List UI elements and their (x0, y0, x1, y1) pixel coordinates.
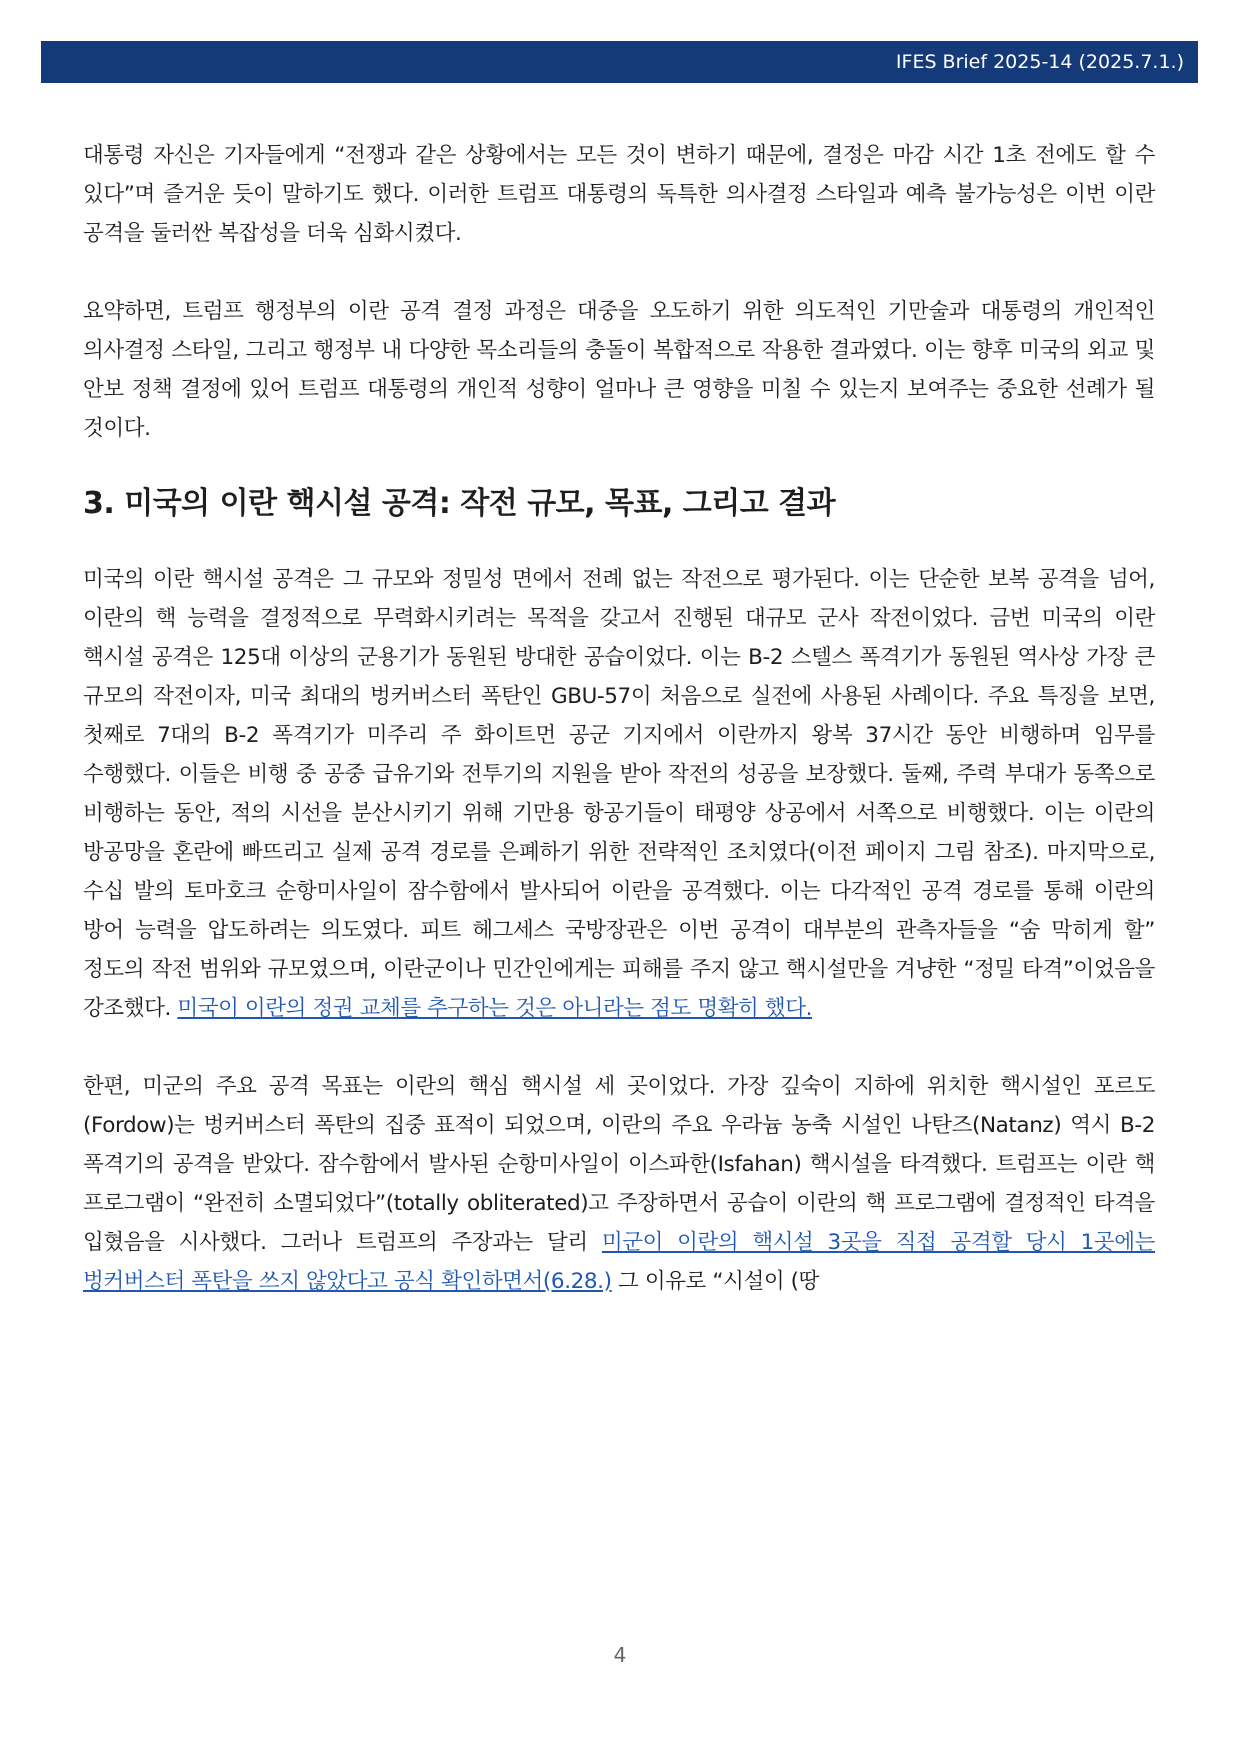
paragraph-4-tail: 그 이유로 “시설이 (땅 (611, 1269, 820, 1294)
document-body (83, 136, 1155, 1301)
paragraph-4 (83, 1067, 1155, 1301)
header-bar (41, 41, 1198, 83)
paragraph-3 (83, 560, 1155, 1028)
header-title: IFES Brief 2025-14 (2025.7.1.) (895, 51, 1184, 73)
bunker-buster-link[interactable]: 미군이 이란의 핵시설 3곳을 직접 공격할 당시 1곳에는 벙커버스터 폭탄을 쓰지 않았다고 공식 확인하면서(6.28.) (83, 1230, 1155, 1294)
paragraph-3-text: 미국의 이란 핵시설 공격은 그 규모와 정밀성 면에서 전례 없는 작전으로 평가된다. 이는 단순한 보복 공격을 넘어, 이란의 핵 능력을 결정적으로 무력화시키려는 목적을 갖고서 진행된 대규모 군사 작전이었다. 금번 미국의 이란 핵시설 공격은 125대 이상의 군용기가 동원된 방대한 공습이었다. 이는 B-2 스텔스 폭격기가 동원된 역사상 가장 큰 규모의 작전이자, 미국 최대의 벙커버스터 폭탄인 GBU-57이 처음으로 실전에 사용된 사례이다. 주요 특징을 보면, 첫째로 7대의 B-2 폭격기가 미주리 주 화이트먼 공군 기지에서 이란까지 왕복 37시간 동안 비행하며 임무를 수행했다. 이들은 비행 중 공중 급유기와 전투기의 지원을 받아 작전의 성공을 보장했다. 둘째, 주력 부대가 동쪽으로 비행하는 동안, 적의 시선을 분산시키기 위해 기만용 항공기들이 태평양 상공에서 서쪽으로 비행했다. 이는 이란의 방공망을 혼란에 빠뜨리고 실제 공격 경로를 은폐하기 위한 전략적인 조치였다(이전 페이지 그림 참조). 마지막으로, 수십 발의 토마호크 순항미사일이 잠수함에서 발사되어 이란을 공격했다. 이는 다각적인 공격 경로를 통해 이란의 방어 능력을 압도하려는 의도였다. 피트 헤그세스 국방장관은 이번 공격이 대부분의 관측자들을 “숨 막히게 할” 정도의 작전 범위와 규모였으며, 이란군이나 민간인에게는 피해를 주지 않고 핵시설만을 겨냥한 “정밀 타격”이었음을 강조했다. (83, 567, 1156, 1021)
section-heading: 3. 미국의 이란 핵시설 공격: 작전 규모, 목표, 그리고 결과 (83, 486, 836, 521)
paragraph-4-text: 한편, 미군의 주요 공격 목표는 이란의 핵심 핵시설 세 곳이었다. 가장 깊숙이 지하에 위치한 핵시설인 포르도(Fordow)는 벙커버스터 폭탄의 집중 표적이 되었으며, 이란의 주요 우라늄 농축 시설인 나탄즈(Natanz) 역시 B-2 폭격기의 공격을 받았다. 잠수함에서 발사된 순항미사일이 이스파한(Isfahan) 핵시설을 타격했다. 트럼프는 이란 핵 프로그램이 “완전히 소멸되었다”(totally obliterated)고 주장하면서 공습이 이란의 핵 프로그램에 결정적인 타격을 입혔음을 시사했다. 그러나 트럼프의 주장과는 달리 (83, 1074, 1155, 1255)
paragraph-1: 대통령 자신은 기자들에게 “전쟁과 같은 상황에서는 모든 것이 변하기 때문에, 결정은 마감 시간 1초 전에도 할 수 있다”며 즐거운 듯이 말하기도 했다. 이러한 트럼프 대통령의 독특한 의사결정 스타일과 예측 불가능성은 이번 이란 공격을 둘러싼 복잡성을 더욱 심화시켰다. (83, 143, 1155, 246)
page-number: 4 (613, 1643, 627, 1667)
paragraph-2: 요약하면, 트럼프 행정부의 이란 공격 결정 과정은 대중을 오도하기 위한 의도적인 기만술과 대통령의 개인적인 의사결정 스타일, 그리고 행정부 내 다양한 목소리들의 충돌이 복합적으로 작용한 결과였다. 이는 향후 미국의 외교 및 안보 정책 결정에 있어 트럼프 대통령의 개인적 성향이 얼마나 큰 영향을 미칠 수 있는지 보여주는 중요한 선례가 될 것이다. (83, 299, 1155, 441)
regime-change-link[interactable]: 미국이 이란의 정권 교체를 추구하는 것은 아니라는 점도 명확히 했다. (177, 996, 813, 1021)
